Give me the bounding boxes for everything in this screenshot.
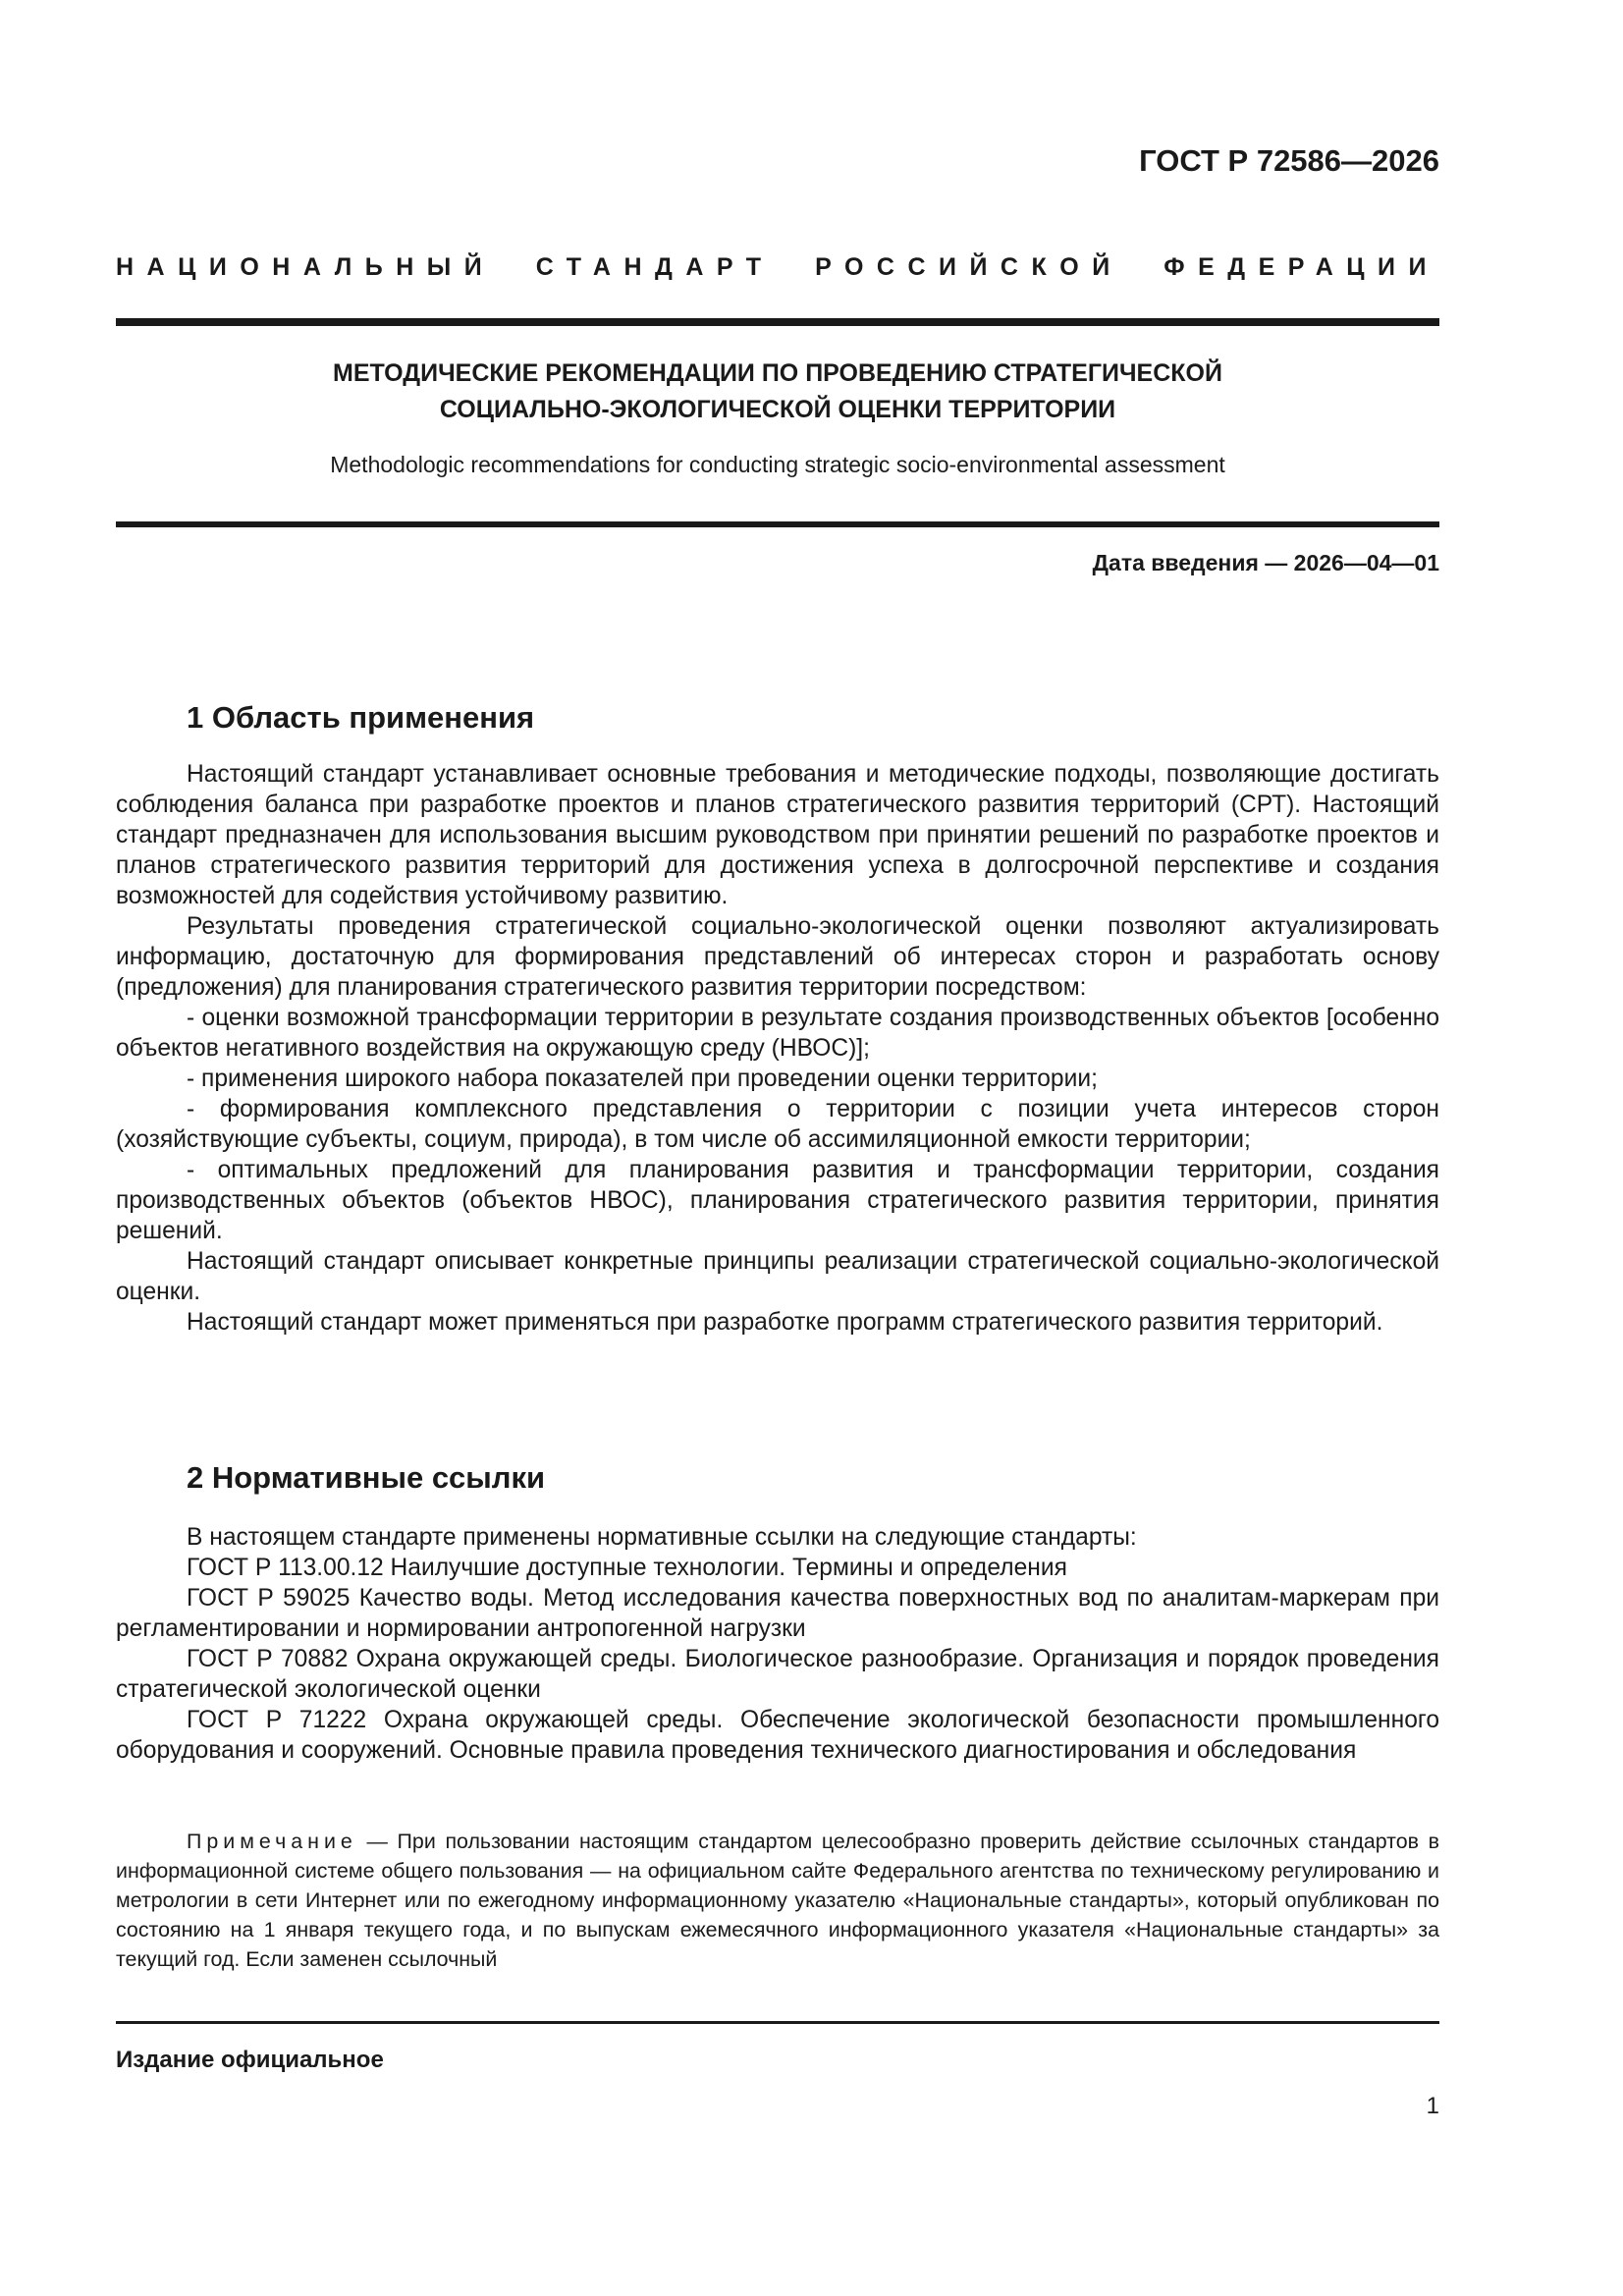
introduction-date: Дата введения — 2026—04—01 xyxy=(1092,550,1439,575)
national-standard-banner xyxy=(116,253,1439,282)
reference-item: ГОСТ Р 70882 Охрана окружающей среды. Биологическое разнообразие. Организация и порядок проведения стратегической экологической оценки xyxy=(116,1646,1439,1703)
reference-item: ГОСТ Р 59025 Качество воды. Метод исследования качества поверхностных вод по аналитам-маркерам при регламентировании и нормировании антропогенной нагрузки xyxy=(116,1585,1439,1642)
list-item: - оценки возможной трансформации территории в результате создания производственных объектов [особенно объектов негативного воздействия на окружающую среду (НВОС)]; xyxy=(116,1005,1439,1062)
banner-word: СТАНДАРТ xyxy=(535,253,775,281)
list-item: - формирования комплексного представления о территории с позиции учета интересов сторон (хозяйствующие субъекты, социум, природа), в том числе об ассимиляционной емкости территории; xyxy=(116,1096,1439,1153)
paragraph: Настоящий стандарт устанавливает основные требования и методические подходы, позволяющие достигать соблюдения баланса при разработке проектов и планов стратегического развития территорий (СРТ). Настоящий стандарт предназначен для использования высшим руководством при принятии решений по разработке проектов и планов стратегического развития территорий для достижения успеха в долгосрочной перспективе и создания возможностей для содействия устойчивому развитию. xyxy=(116,761,1439,909)
top-divider xyxy=(116,318,1439,326)
english-title: Methodologic recommendations for conducting strategic socio-environmental assessment xyxy=(330,452,1225,477)
list-item: - оптимальных предложений для планирования развития и трансформации территории, создания производственных объектов (объектов НВОС), планирования стратегического развития территории, принятия решений. xyxy=(116,1157,1439,1244)
reference-item: ГОСТ Р 71222 Охрана окружающей среды. Обеспечение экологической безопасности промышленного оборудования и сооружений. Основные правила проведения технического диагностирования и обследования xyxy=(116,1707,1439,1764)
banner-word: РОССИЙСКОЙ xyxy=(815,253,1123,281)
paragraph: В настоящем стандарте применены нормативные ссылки на следующие стандарты: xyxy=(187,1524,1137,1551)
edition-label: Издание официальное xyxy=(116,2047,384,2073)
section-1-heading: 1 Область применения xyxy=(187,700,535,735)
section-2-body xyxy=(116,1522,1439,1766)
document-title xyxy=(116,355,1439,428)
gost-code: ГОСТ Р 72586—2026 xyxy=(1139,143,1439,178)
title-divider xyxy=(116,521,1439,527)
section-2-heading: 2 Нормативные ссылки xyxy=(187,1460,546,1495)
list-item: - применения широкого набора показателей при проведении оценки территории; xyxy=(187,1066,1098,1092)
note-text: — При пользовании настоящим стандартом целесообразно проверить действие ссылочных стандартов в информационной системе общего пользования — на официальном сайте Федерального агентства по техническому регулированию и метрологии в сети Интернет или по ежегодному информационному указателю «Национальные стандарты», который опубликован по состоянию на 1 января текущего года, и по выпускам ежемесячного информационного указателя «Национальные стандарты» за текущий год. Если заменен ссылочный xyxy=(116,1830,1439,1971)
title-line-1: МЕТОДИЧЕСКИЕ РЕКОМЕНДАЦИИ ПО ПРОВЕДЕНИЮ СТРАТЕГИЧЕСКОЙ xyxy=(333,359,1222,387)
page-number: 1 xyxy=(1426,2093,1439,2119)
title-line-2: СОЦИАЛЬНО-ЭКОЛОГИЧЕСКОЙ ОЦЕНКИ ТЕРРИТОРИИ xyxy=(439,396,1116,423)
note-block xyxy=(116,1827,1439,1974)
banner-word: НАЦИОНАЛЬНЫЙ xyxy=(116,253,496,281)
note-label: Примечание xyxy=(187,1830,357,1853)
paragraph: Настоящий стандарт может применяться при разработке программ стратегического развития территорий. xyxy=(187,1309,1383,1336)
section-1-body xyxy=(116,759,1439,1338)
banner-word: ФЕДЕРАЦИИ xyxy=(1163,253,1439,281)
reference-item: ГОСТ Р 113.00.12 Наилучшие доступные технологии. Термины и определения xyxy=(187,1555,1067,1581)
note-paragraph xyxy=(116,1827,1439,1974)
footer-divider xyxy=(116,2021,1439,2024)
paragraph: Настоящий стандарт описывает конкретные принципы реализации стратегической социально-экологической оценки. xyxy=(116,1248,1439,1305)
paragraph: Результаты проведения стратегической социально-экологической оценки позволяют актуализировать информацию, достаточную для формирования представлений об интересах сторон и разработать основу (предложения) для планирования стратегического развития территории посредством: xyxy=(116,913,1439,1001)
